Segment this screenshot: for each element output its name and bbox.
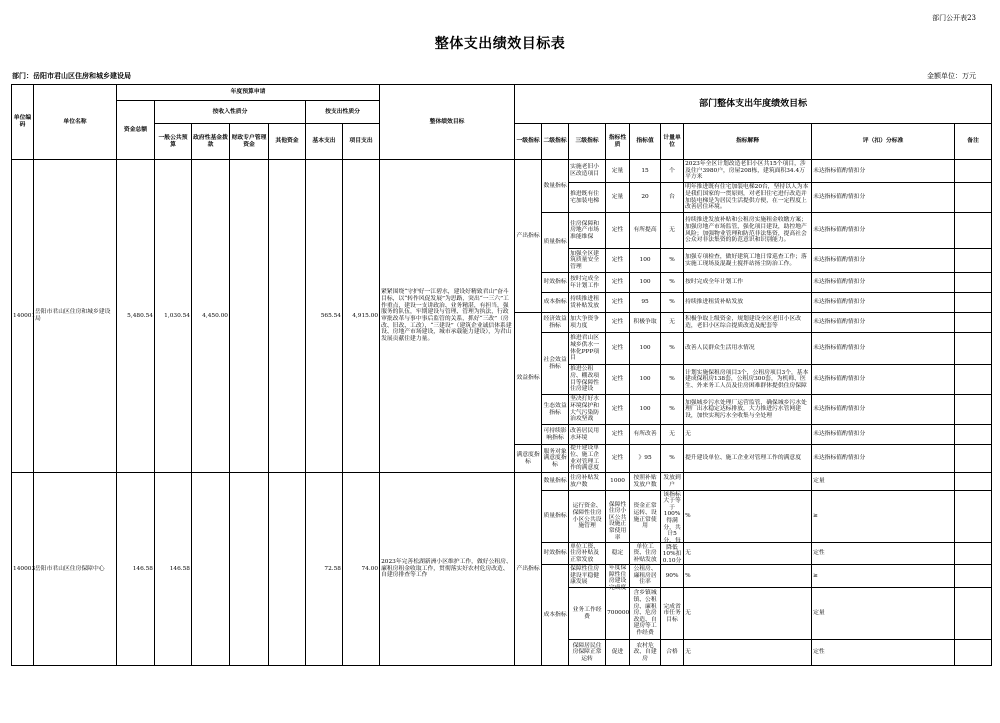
measure-unit: 无 (661, 213, 684, 249)
indicator-desc: 按时完成全年计划工作 (684, 273, 812, 293)
level2-quantity: 数量指标 (542, 160, 569, 213)
indicator-desc: 积极争取上级资金，规划建设全区老旧小区改造，老旧小区综合提质改造及配套等 (685, 315, 802, 329)
indicator-value: 有所提高 (630, 213, 661, 249)
level3: 推进既有住宅加装电梯 (570, 190, 600, 204)
level3: 住房补贴发放户数 (570, 474, 600, 488)
indicator-desc: 无 (684, 425, 812, 445)
department-label: 部门：岳阳市君山区住房和城乡建设局 (12, 71, 131, 80)
indicator-type: 定性 (606, 213, 630, 249)
level2-cost: 成本指标 (542, 293, 569, 313)
header-remark: 备注 (955, 124, 992, 160)
level3: 业务工作经费 (569, 588, 606, 640)
header-gov-fund: 政府性基金拨款 (192, 124, 230, 160)
level3: 按时完成全年计划工作 (570, 275, 600, 289)
header-by-expense: 按支出性质分 (306, 101, 380, 124)
level1-satisfaction: 满意度指标 (515, 445, 542, 473)
header-dept-goal: 部门整体支出年度绩效目标 (515, 85, 992, 124)
scoring: 未达指标值酌情扣分 (812, 333, 955, 365)
level1-effect: 效益指标 (515, 313, 542, 445)
level3: 保障居民住房保障正常运转 (572, 642, 602, 662)
measure-unit: 发放到户 (661, 473, 684, 491)
level2-time: 时效指标 (542, 543, 569, 565)
scoring: 定性 (812, 543, 955, 565)
header-level1: 一级指标 (515, 124, 542, 160)
scoring: 未达指标值酌情扣分 (812, 183, 955, 213)
level2-social: 社会效益指标 (542, 333, 569, 395)
indicator-type: 定性 (606, 313, 630, 333)
table-row (12, 160, 992, 183)
indicator-type: 稳定 (606, 543, 630, 565)
level3: 运行资金、保障性住房小区公共设施管理 (572, 503, 602, 530)
header-project-expense: 项目支出 (343, 124, 380, 160)
level2-quantity: 数量指标 (542, 473, 569, 491)
level3: 持续推进租赁补贴发放 (570, 295, 600, 309)
indicator-desc: 加强城乡污水处理厂运营监管，确保城乡污水处理厂出水稳定达标排放，大力推进污水管网建设，加快实现污水全收集与全处理 (685, 399, 807, 419)
general-budget: 146.58 (155, 473, 192, 666)
indicator-value: 100 (630, 249, 661, 273)
page-reference: 部门公开表23 (932, 14, 976, 22)
overall-goal: 紧紧围绕“守护好一江碧水，建设好精致君山”奋斗目标，以“转作风促发展”为思路，突出“一三六”工作重点，建设一支讲政治、业务精湛，有担当，强服务的队伍，牢期建设与管理、管理为执法，行政审批改革与事中事后监管的关系，抓好“三改”（房改、旧改、工改），“三建设”（建筑企业诚信体系建设、房地产市场建设，城市承载能力建设），为君山发展贡献住建力量。 (380, 160, 515, 473)
indicator-value: 15 (630, 160, 661, 183)
measure-unit: 无 (661, 425, 684, 445)
indicator-value: 公租房、廉租房居住率 (633, 566, 657, 586)
level3: 改善居民用水环境 (569, 425, 606, 445)
header-indicator-type: 指标性质 (606, 124, 630, 160)
indicator-value: 100 (630, 273, 661, 293)
level1-output: 产出指标 (515, 160, 542, 313)
indicator-value: 100 (630, 333, 661, 365)
measure-unit: 合格 (661, 640, 684, 666)
scoring: 定量 (812, 588, 955, 640)
header-unit-name: 单位名称 (34, 85, 117, 160)
measure-unit: % (661, 445, 684, 473)
special-fund (230, 473, 269, 666)
scoring: 未达指标值酌情扣分 (812, 425, 955, 445)
measure-unit: % (661, 395, 684, 425)
measure-unit: 台 (661, 183, 684, 213)
scoring: 定量 (812, 473, 955, 491)
header-indicator-value: 指标值 (630, 124, 661, 160)
indicator-desc: 2023年全区计划改造老旧小区共15个项目，涉及住户3980户，房屋208栋，建筑面积34.4万平方米 (685, 161, 806, 181)
indicator-value: 100 (630, 365, 661, 395)
indicator-type: 定性 (606, 249, 630, 273)
measure-unit: % (661, 249, 684, 273)
level3: 加大争资争项力度 (570, 315, 600, 329)
level2-time: 时效指标 (542, 273, 569, 293)
indicator-desc: 计划实施保租房项目3个，公租房项目3个，基本建成保租房138套，公租房300套，为机师、医生、外来务工人员及住房困难群体提供住房保障 (685, 369, 809, 389)
header-by-income: 按收入性质分 (155, 101, 306, 124)
unit-code: 140001 (12, 160, 34, 473)
scoring: 未达指标值酌情扣分 (812, 249, 955, 273)
indicator-desc: 持续推进租赁补贴发放 (684, 293, 812, 313)
indicator-value: 农村危改、自建房 (633, 642, 657, 662)
indicator-type: 促进 (606, 640, 630, 666)
level3: 加强全区建筑质量安全管理 (570, 250, 600, 270)
amount-unit-label: 金额单位：万元 (927, 72, 976, 80)
header-general-budget: 一般公共预算 (155, 124, 192, 160)
measure-unit: 完成省市任务目标 (661, 588, 684, 640)
measure-unit: 个 (661, 160, 684, 183)
level3: 坚决打好水环境保护和大气污染防治攻坚战 (570, 396, 600, 423)
indicator-value: 积极争取 (630, 313, 661, 333)
indicator-desc: 明年推进既有住宅加装电梯20台，坚持以人为本是我们国家的一贯原则，对老旧住宅进行改造并加装电梯是为居民生活提供方便，在一定程度上改善居住环境。 (685, 184, 809, 211)
overall-goal: 2023年完善松湖新洲小区维护工作，做好公租房、廉租房租金收取工作，贯彻落实好农村危房改造、自建房排查等工作 (380, 473, 515, 666)
table-row (12, 473, 992, 491)
header-level2: 二级指标 (542, 124, 569, 160)
indicator-type: 定性 (606, 445, 630, 473)
indicator-desc: 无 (684, 588, 812, 640)
gov-fund (192, 473, 230, 666)
indicator-desc: 提升建设单位、施工企业对管理工作的满意度 (684, 445, 812, 473)
header-annual-budget: 年度预算申请 (117, 85, 380, 101)
indicator-type: 定性 (606, 425, 630, 445)
indicator-desc: 加强专项检查，做好建筑工地日常巡查工作；落实施工现场及混凝土搅拌站扬尘防治工作。 (685, 253, 807, 267)
level2-economic: 经济效益指标 (542, 313, 569, 333)
scoring: ≥ (812, 565, 955, 588)
total-funds: 146.58 (117, 473, 155, 666)
special-fund (230, 160, 269, 473)
header-indicator-desc: 指标解释 (684, 124, 812, 160)
other-fund (269, 160, 306, 473)
header-total-funds: 资金总额 (117, 101, 155, 160)
scoring: 未达指标值酌情扣分 (812, 293, 955, 313)
indicator-value: 有所改善 (630, 425, 661, 445)
scoring: 未达指标值酌情扣分 (812, 395, 955, 425)
document-title: 整体支出绩效目标表 (434, 36, 566, 52)
level3: 推进君山区城乡供水一体化PPP项目 (570, 335, 600, 362)
indicator-value: 95 (630, 293, 661, 313)
scoring: 定性 (812, 640, 955, 666)
level3: 推进公租房、棚改项目等保障性住房建设 (570, 366, 600, 393)
header-measure-unit: 计量单位 (661, 124, 684, 160)
indicator-type: 定性 (606, 273, 630, 293)
indicator-value: 单位工资、住房补贴发放 (633, 543, 657, 563)
level2-service: 服务对象满意度指标 (543, 448, 567, 468)
header-scoring: 评（扣）分标准 (812, 124, 955, 160)
level2-quality: 质量指标 (542, 491, 569, 543)
measure-unit: 无 (661, 313, 684, 333)
project-expense: 4,915.00 (343, 160, 380, 473)
indicator-desc: 无 (684, 640, 812, 666)
measure-unit: 该指标大于等于100%得满分，共计5分，每降低10%扣0.10分 (662, 491, 682, 565)
indicator-value: 》95 (630, 445, 661, 473)
level3: 住房保障和房地产市场准能维保 (570, 220, 600, 240)
other-fund (269, 473, 306, 666)
indicator-type: 定性 (606, 365, 630, 395)
header-special-fund: 财政专户管理资金 (230, 124, 269, 160)
performance-table (11, 84, 992, 666)
level3: 提升建设单位、施工企业对管理工作的满意度 (570, 445, 600, 472)
total-funds: 5,480.54 (117, 160, 155, 473)
indicator-type: 定量 (606, 183, 630, 213)
level2-sustain: 可持续影响指标 (542, 425, 569, 445)
measure-unit: % (661, 365, 684, 395)
indicator-value: 100 (630, 395, 661, 425)
scoring: 未达指标值酌情扣分 (812, 160, 955, 183)
scoring: 未达指标值酌情扣分 (812, 273, 955, 293)
indicator-type: 定量 (606, 160, 630, 183)
indicator-value: 20 (630, 183, 661, 213)
general-budget: 1,030.54 (155, 160, 192, 473)
level1-output: 产出指标 (515, 473, 542, 666)
indicator-value: 含乡镇城镇、公租房、廉租房、危房改造、自建房等工作经费 (633, 590, 657, 637)
measure-unit: % (661, 293, 684, 313)
indicator-desc (684, 473, 812, 491)
scoring: 未达指标值酌情扣分 (812, 213, 955, 249)
indicator-desc: 无 (684, 543, 812, 565)
header-overall-goal: 整体绩效目标 (380, 85, 515, 160)
level3: 单位工资、住房补贴及正常发放 (570, 543, 600, 563)
scoring: 未达指标值酌情扣分 (812, 313, 955, 333)
indicator-desc: 改善人民群众生活用水情况 (684, 333, 812, 365)
unit-code: 140003 (12, 473, 34, 666)
header-level3: 三级指标 (569, 124, 606, 160)
measure-unit: 90% (661, 565, 684, 588)
indicator-desc: % (684, 491, 812, 543)
indicator-type: 700000 (606, 588, 630, 640)
indicator-desc: % (684, 565, 812, 588)
indicator-type: 年度保障性住房建设完成度 (608, 565, 627, 591)
indicator-type: 定性 (606, 395, 630, 425)
indicator-value: 按照补贴发放户数 (633, 474, 657, 488)
project-expense: 74.00 (343, 473, 380, 666)
header-unit-code: 单位编码 (12, 85, 34, 160)
basic-expense: 72.58 (306, 473, 343, 666)
indicator-type: 保障性住房小区公共设施正常使用率 (608, 501, 627, 541)
unit-name: 岳阳市君山区住房保障中心 (34, 473, 117, 666)
unit-name: 岳阳市君山区住房和城乡建设局 (34, 160, 117, 473)
level2-cost: 成本指标 (542, 565, 569, 666)
scoring: 未达指标值酌情扣分 (812, 445, 955, 473)
measure-unit: % (661, 273, 684, 293)
scoring: 未达指标值酌情扣分 (812, 365, 955, 395)
header-basic-expense: 基本支出 (306, 124, 343, 160)
level2-eco: 生态效益指标 (542, 395, 569, 425)
header-other-fund: 其他资金 (269, 124, 306, 160)
scoring: ≥ (812, 491, 955, 543)
level3: 实施老旧小区改造项目 (570, 164, 600, 177)
basic-expense: 565.54 (306, 160, 343, 473)
indicator-value: 资金正常运转、设施正常使用 (633, 503, 657, 530)
indicator-desc: 持续推进发放补贴和公租房实施租金收缴方案；加强房地产市场监管，强化项目建设，助控地产风险；加强物业管理和防范非法集资，提高社会公众对非法集资的防范意识和识别能力。 (685, 217, 807, 244)
gov-fund: 4,450.00 (192, 160, 230, 473)
level3: 保障性住房建设平稳健康发展 (570, 566, 600, 586)
measure-unit: % (661, 333, 684, 365)
level2-quality: 质量指标 (542, 213, 569, 273)
indicator-type: 定性 (606, 333, 630, 365)
indicator-type: 1000 (606, 473, 630, 491)
indicator-type: 定性 (606, 293, 630, 313)
